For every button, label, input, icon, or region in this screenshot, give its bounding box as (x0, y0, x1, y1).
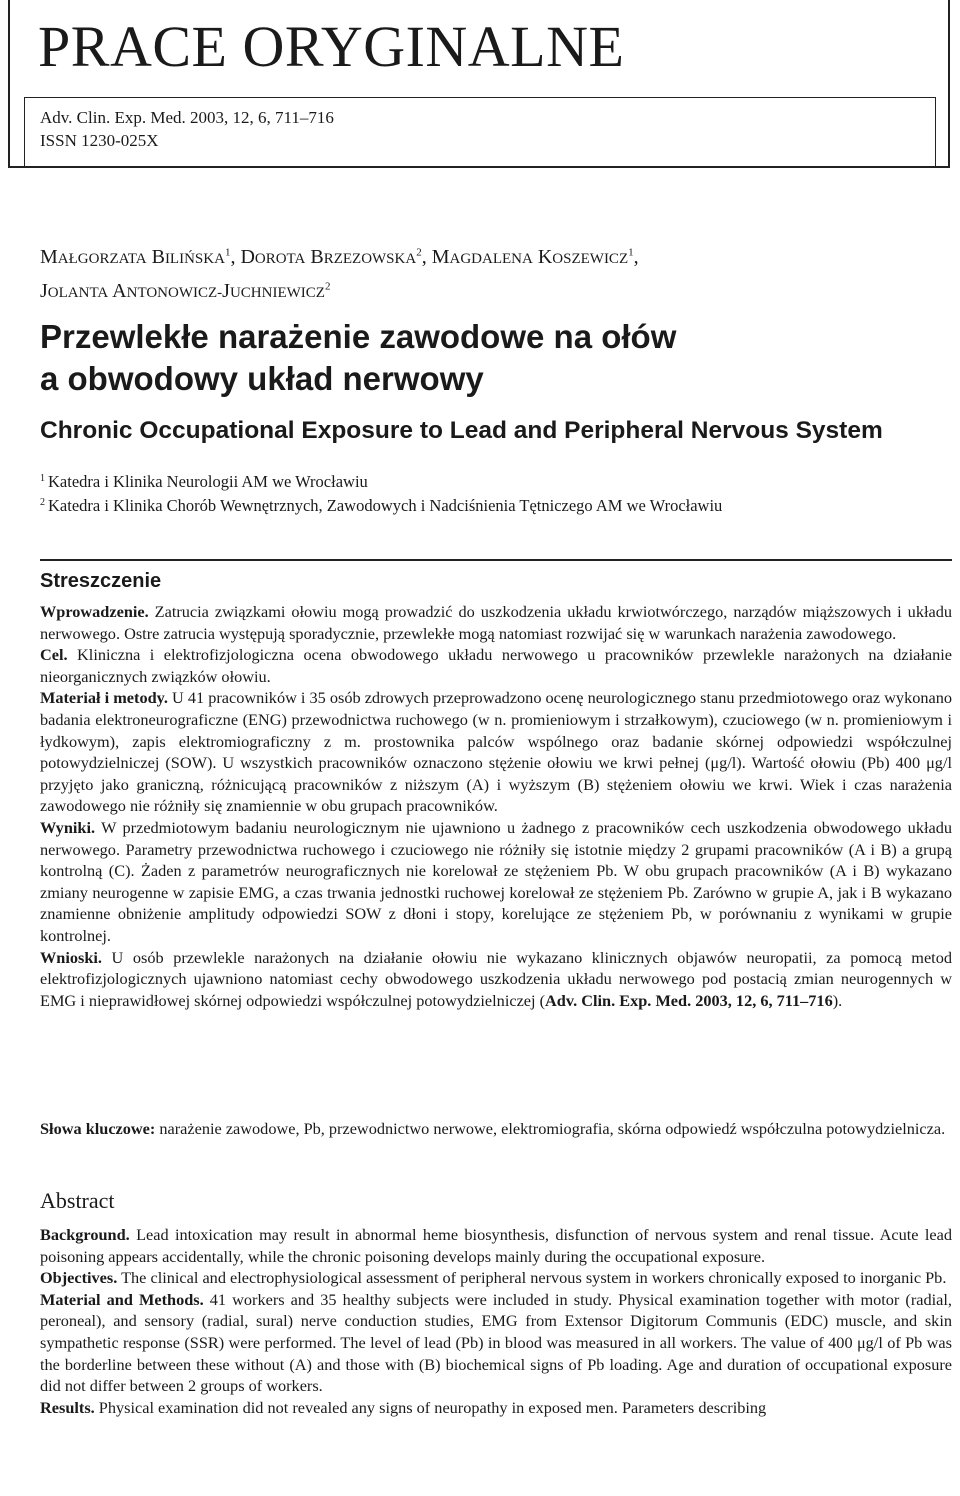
journal-citation: Adv. Clin. Exp. Med. 2003, 12, 6, 711–716 (40, 108, 334, 127)
paragraph-wnioski: Wnioski. U osób przewlekle narażonych na działanie ołowiu nie wykazano klinicznych objawów neuropatii, za pomocą metod elektrofizjologicznych ujawniono natomiast cechy obwodowego uszkodzenia układu nerwowego pod postacią zmian neurogennych w EMG i nieprawidłowej skórnej odpowiedzi współczulnej potowydzielniczej (Adv. Clin. Exp. Med. 2003, 12, 6, 711–716). (40, 947, 952, 1010)
affiliation-2: $^2$ Katedra i Klinika Chorób Wewnętrznych, Zawodowych i Nadciśnienia Tętniczego AM we Wrocławiu (40, 496, 723, 515)
paragraph-background: Background. Lead intoxication may result in abnormal heme biosynthesis, disfunction of nervous system and renal tissue. Acute lead poisoning appears accidentally, while the chronic poisoning develops mainly during the occupational exposure. (40, 1225, 952, 1266)
section-title: PRACE ORYGINALNE (38, 14, 625, 79)
paragraph-material-metody: Materiał i metody. U 41 pracowników i 35 osób zdrowych przeprowadzono ocenę neurologicznego stanu przedmiotowego oraz wykonano badania elektroneurograficzne (ENG) przewodnictwa ruchowego (w n. promieniowym i strzałkowym), czuciowego (w n. promieniowym i łydkowym), zapis elektromiograficzny z m. prostownika palców wspólnego oraz badanie skórnej odpowiedzi współczulnej potowydzielniczej (SOW). U wszystkich pracowników oznaczono stężenie ołowiu we krwi pełnej (μg/l). Wartość ołowiu (Pb) 400 μg/l przyjęto jako graniczną, różnicującą pracowników z niższym (A) i wyższym (B) stężeniem ołowiu we krwi. Wiek i czas narażenia zawodowego nie różniły się znamiennie w obu grupach pracowników. (40, 688, 952, 816)
abstract-heading: Abstract (40, 1188, 115, 1213)
article-title-polish (40, 316, 920, 400)
paragraph-wprowadzenie: Wprowadzenie. Zatrucia związkami ołowiu mogą prowadzić do uszkodzenia układu krwiotwórczego, narządów miąższowych i układu nerwowego. Ostre zatrucia występują sporadycznie, przewlekłe mogą natomiast rozwijać się w warunkach narażenia zawodowego. (40, 602, 952, 643)
streszczenie-heading: Streszczenie (40, 570, 162, 592)
abstract-body (40, 1224, 952, 1418)
title-pl-line-1: Przewlekłe narażenie zawodowe na ołów (40, 318, 677, 355)
divider (40, 559, 952, 561)
authors (40, 238, 930, 307)
author-1: MAŁGORZATA BILIŃSKA$^1$, (40, 245, 241, 268)
paragraph-objectives: Objectives. The clinical and electrophysiological assessment of peripheral nervous system in workers chronically exposed to inorganic Pb. (40, 1268, 947, 1288)
author-2: DOROTA BRZEZOWSKA$^2$, (240, 245, 432, 268)
paragraph-material-methods: Material and Methods. 41 workers and 35 healthy subjects were included in study. Physical examination together with motor (radial, peroneal), and sensory (radial, sural) nerve conduction studies, EMG from Extensor Digitorum Communis (EDC) muscle, and skin sympathetic response (SSR) were performed. The level of lead (Pb) in blood was measured in all workers. The value of 400 μg/l of Pb was the borderline between these without (A) and those with (B) biochemical signs of Pb loading. Age and duration of occupational exposure did not differ between 2 groups of workers. (40, 1289, 952, 1396)
title-pl-line-2: a obwodowy układ nerwowy (40, 360, 484, 397)
affiliation-1: $^1$ Katedra i Klinika Neurologii AM we Wrocławiu (40, 472, 368, 491)
author-4: JOLANTA ANTONOWICZ-JUCHNIEWICZ$^2$ (40, 280, 331, 303)
paragraph-cel: Cel. Kliniczna i elektrofizjologiczna ocena obwodowego układu nerwowego u pracowników przewlekle narażonych na działanie nieorganicznych związków ołowiu. (40, 645, 952, 686)
keywords: Słowa kluczowe: narażenie zawodowe, Pb, przewodnictwo nerwowe, elektromiografia, skórna odpowiedź współczulna potowydzielnicza. (40, 1119, 946, 1138)
author-3: MAGDALENA KOSZEWICZ$^1$, (431, 245, 639, 268)
paragraph-results: Results. Physical examination did not revealed any signs of neuropathy in exposed men. Parameters describing (40, 1397, 767, 1417)
streszczenie-body (40, 601, 952, 1011)
issn: ISSN 1230-025X (40, 131, 159, 150)
article-title-english: Chronic Occupational Exposure to Lead and Peripheral Nervous System (40, 417, 883, 444)
paragraph-wyniki: Wyniki. W przedmiotowym badaniu neurologicznym nie ujawniono u żadnego z pracowników cech uszkodzenia obwodowego układu nerwowego. Parametry przewodnictwa ruchowego i czuciowego nie różniły się istotnie między 2 grupami pracowników (A i B) a grupą kontrolną (C). Żaden z parametrów neurograficznych nie korelował ze stężeniem Pb. W obu grupach pracowników (A i B) wykazano zmiany neurogenne w zapisie EMG, a czas trwania jednostki ruchowej korelował ze stężeniem Pb. Zarówno w grupie A, jak i B wykazano znamienne obniżenie amplitudy odpowiedzi SOW z dłoni i stopy, korelujące ze stężeniem Pb, w porównaniu z wynikami w grupie kontrolnej. (40, 817, 952, 945)
